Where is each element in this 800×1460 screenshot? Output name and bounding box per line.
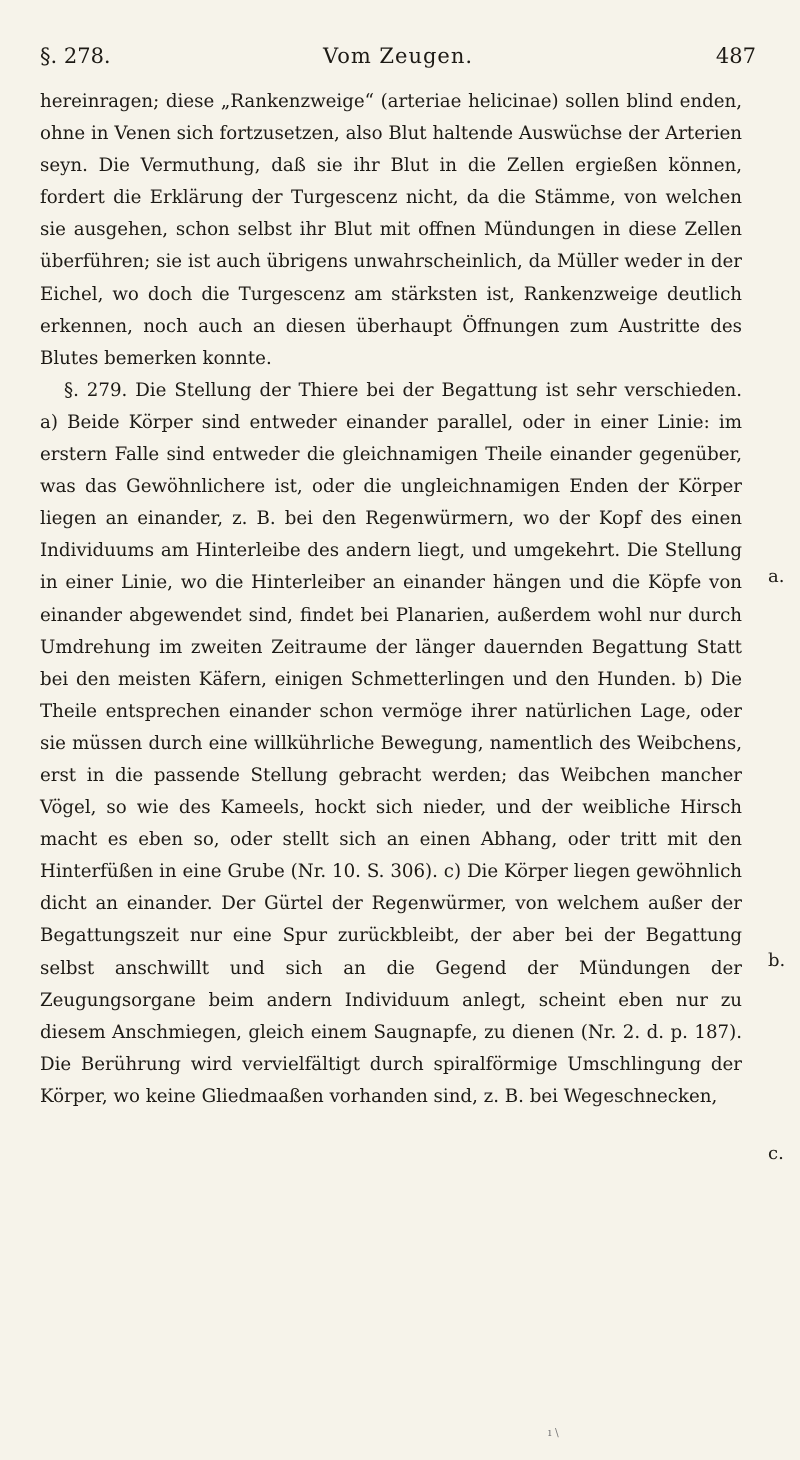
print-mark: ı \ <box>548 1426 559 1439</box>
margin-label-b: b. <box>768 950 786 971</box>
running-header <box>40 44 756 78</box>
margin-label-a: a. <box>768 566 785 587</box>
paragraph-section-279: §. 279. Die Stellung der Thiere bei der Begattung ist sehr verschieden. a) Beide Körper sind entweder einander parallel, oder in einer Linie: im erstern Falle sind entweder die gleichnamigen Theile einander gegenüber, was das Gewöhnlichere ist, oder die ungleichnamigen Enden der Körper liegen an einander, z. B. bei den Regenwürmern, wo der Kopf des einen Individuums am Hinterleibe des andern liegt, und umgekehrt. Die Stellung in einer Linie, wo die Hinterleiber an einander hängen und die Köpfe von einander abgewendet sind, findet bei Planarien, außerdem wohl nur durch Umdrehung im zweiten Zeitraume der länger dauernden Begattung Statt bei den meisten Käfern, einigen Schmetterlingen und den Hunden. b) Die Theile entsprechen einander schon vermöge ihrer natürlichen Lage, oder sie müssen durch eine willkührliche Bewegung, namentlich des Weibchens, erst in die passende Stellung gebracht werden; das Weibchen mancher Vögel, so wie des Kameels, hockt sich nieder, und der weibliche Hirsch macht es eben so, oder stellt sich an einen Abhang, oder tritt mit den Hinterfüßen in eine Grube (Nr. 10. S. 306). c) Die Körper liegen gewöhnlich dicht an einander. Der Gürtel der Regenwürmer, von welchem außer der Begattungszeit nur eine Spur zurückbleibt, der aber bei der Begattung selbst anschwillt und sich an die Gegend der Mündungen der Zeugungsorgane beim andern Individuum anlegt, scheint eben nur zu diesem Anschmiegen, gleich einem Saugnapfe, zu dienen (Nr. 2. d. p. 187). Die Berührung wird vervielfältigt durch spiralförmige Umschlingung der Körper, wo keine Gliedmaaßen vorhanden sind, z. B. bei Wegeschnecken, <box>40 379 742 1107</box>
section-number: §. 278. <box>40 44 111 68</box>
body-text <box>40 86 742 1113</box>
page-number: 487 <box>715 44 756 68</box>
page-title: Vom Zeugen. <box>322 44 474 68</box>
margin-label-c: c. <box>768 1143 784 1164</box>
paragraph-continuation: hereinragen; diese „Rankenzweige“ (arteriae helicinae) sollen blind enden, ohne in Venen sich fortzusetzen, also Blut haltende Auswüchse der Arterien seyn. Die Vermuthung, daß sie ihr Blut in die Zellen ergießen können, fordert die Erklärung der Turgescenz nicht, da die Stämme, von welchen sie ausgehen, schon selbst ihr Blut mit offnen Mündungen in diese Zellen überführen; sie ist auch übrigens unwahrscheinlich, da Müller weder in der Eichel, wo doch die Turgescenz am stärksten ist, Rankenzweige deutlich erkennen, noch auch an diesen überhaupt Öffnungen zum Austritte des Blutes bemerken konnte. <box>40 91 742 369</box>
